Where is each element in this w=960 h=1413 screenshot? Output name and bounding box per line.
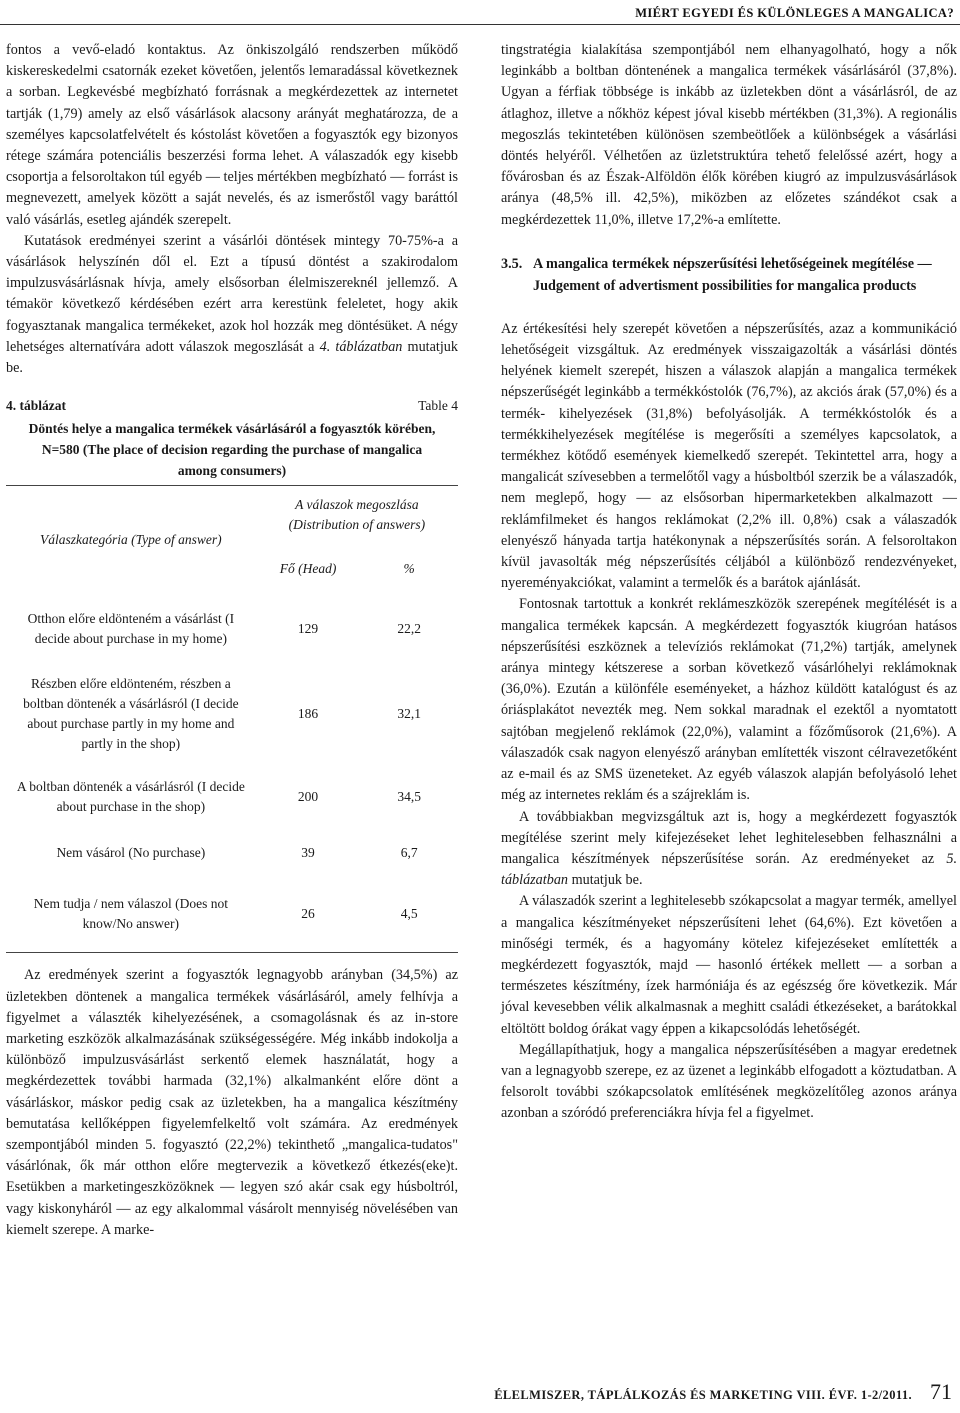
table-reference: 4. táblázatban — [319, 338, 403, 355]
row-pct: 6,7 — [400, 845, 418, 861]
row-label: Otthon előre eldönteném a vásárlást (I decide about purchase in my home) — [27, 611, 235, 647]
row-head: 26 — [301, 906, 315, 922]
col-pct-header: % — [403, 561, 415, 577]
table-reference: 5. táblázatban — [501, 850, 957, 889]
table-row — [6, 830, 458, 876]
row-head: 39 — [301, 845, 315, 861]
left-column — [6, 40, 458, 1241]
col-distribution-header: A válaszok megoszlása (Distribution of answers) — [288, 497, 426, 533]
p2-text-end: mutatjuk be. — [6, 338, 458, 377]
decision-place-table — [6, 485, 458, 953]
col-category-header: Válaszkategória (Type of answer) — [40, 532, 222, 548]
right-paragraph-5: A válaszadók szerint a leghitelesebb szókapcsolat a magyar termék, amellyel a mangalica készítményeket népszerűsíteni lehet (64,6%). Ezt követően a minőségi termék, és a hagyomány kötelez kifejezéseket említették a megkérdezett fogyasztók, majd — hasonló értékek mellett — a sorban a természetes készítmény, ízek harmóniája és az egészség őre következik. Már jóval kevesebben vélik alkalmasnak a meghitt családi étkezéseket, a barátokkal eltöltött boldog órákat vagy éppen a kikapcsolódás lehetőségét. — [501, 893, 957, 1037]
page-footer — [494, 1379, 952, 1405]
row-pct: 4,5 — [400, 906, 418, 922]
p4-text-end: mutatjuk be. — [568, 872, 643, 889]
running-head: MIÉRT EGYEDI ÉS KÜLÖNLEGES A MANGALICA? — [635, 6, 954, 20]
table-caption-line — [6, 395, 458, 416]
table-row — [6, 594, 458, 664]
right-paragraph-3: Fontosnak tartottuk a konkrét reklámeszközök szerepének megítélését is a mangalica termékek kapcsán. A megkérdezett fogyasztók kiugróan hatásos népszerűsítési eszköznek a televíziós reklámokat (71,2%) tartják, amelynek aránya mintegy kétszerese a sorban következő vásárlóhelyi reklámoknak (36,0%). Ezután a különféle eseményeket, a házhoz küldött katalógust és az óriásplakátot nevezték meg. Nem sokkal maradnak el ezektől a nyomtatott sajtóban megjelenő reklámok (22,0%), valamint a főzőműsorok (21,6%). A válaszadók csak nagyon elenyésző arányban említették viszont célravezetőként az e-mail és az SMS üzeneteket. Az egyéb válaszok alapján befolyásoló lehet még az internetes reklám és a szájreklám is. — [501, 596, 957, 804]
section-number: 3.5. — [501, 255, 523, 272]
left-paragraph-1: fontos a vevő-eladó kontaktus. Az önkiszolgáló rendszerben működő kiskereskedelmi csatornák ezeket követően, jelentős lemaradással következnek a sorban. Legkevésbé megbízható forrásnak a megkérdezettek az internetet tartják (1,79) amely az első vásárlások alacsony arányát meghatározza, de a személyes kapcsolatfelvételt és kóstolást követően a fogyasztók egy bizonyos rétege számára potenciális beszerzési forma lehet. A válaszadók egy kisebb csoportja a felsoroltakon túl egyéb — teljes mértékben megbízható — forrást is megnevezett, amelyek között a saját nevelés, és az ismerőstől vagy baráttól való vásárlás, esetleg ajándék szerepelt. — [6, 42, 458, 228]
left-paragraph-2 — [6, 231, 458, 379]
page-number: 71 — [930, 1379, 952, 1404]
row-label: Nem tudja / nem válaszol (Does not know/No answer) — [33, 896, 228, 932]
row-label: A boltban döntenék a vásárlásról (I decide about purchase in the shop) — [16, 779, 245, 815]
right-column — [501, 40, 957, 1125]
right-paragraph-4 — [501, 807, 957, 892]
table-title: Döntés helye a mangalica termékek vásárlásáról a fogyasztók körében, N=580 (The place of decision regarding the purchase of mangalica among consumers) — [28, 421, 436, 479]
right-paragraph-2: Az értékesítési hely szerepét követően a népszerűsítés, azaz a kommunikáció lehetőségeit vizsgáltuk. Az eredmények visszaigazolták a vásárlási döntés helyének kiemelt szerepét, hiszen a válaszok alapján a mangalica termékek népszerűségét leginkább a termékkóstolók (76,7%), az akciós árak (57,0%) és a termék- kihelyezések (31,8%) befolyásolják. A termékkóstolók és a termékkihelyezések megítélése is megerősíti a személyes kapcsolatok, a termékhez kötődő események kiemelkedő szerepét. Tekintettel arra, hogy a mangalicát szívesebben a termelőtől vagy a húsboltból szerzik be a válaszadók, nem meglepő, hogy — az elsősorban hipermarketekben alkalmazott — reklámfilmeket és hangos reklámokat (2,2% ill. 0,8%) csak a válaszadók elenyésző hányada tartja hatékonynak a népszerűsítés során. A felsoroltakon kívül javasolták még népszerűsítés céljából a különböző rendezvényeket, nyereményakciókat, valamint a termelők és a barátok ajánlását. — [501, 320, 957, 592]
row-head: 200 — [297, 789, 319, 805]
right-paragraph-1: tingstratégia kialakítása szempontjából nem elhanyagolható, hogy a nők leginkább a boltban döntenének a mangalica termékek vásárlásáról (37,8%). Ugyan a férfiak többsége is inkább az üzletekben dönt a vásárlásról, de az átlaghoz, illetve a nőkhöz képest jóval kisebb mértékben (31,3%). A regionális megoszlás tekintetében különösen szembeötlőek a különbségek a vásárlási döntés helyéről. Vélhetően az üzletstruktúra tehető felelőssé azért, hogy a fővárosban és az Észak-Alföldön élők körében kiugró az impulzusvásárlások aránya (48,5% ill. 42,5%), miközben az előzetes szándékot csak a megkérdezettek 11,0%, illetve 17,2%-a említette. — [501, 42, 957, 228]
left-paragraph-3: Az eredmények szerint a fogyasztók legnagyobb arányban (34,5%) az üzletekben döntenek a mangalica termékek vásárlásáról, amely felhívja a figyelmet a választék kihelyezésének, a csomagolásnak és az in-store marketing eszközök alkalmazásának szükségességére. Még inkább indokolja a különböző impulzusvásárlást serkentő elemek használatát, hogy a megkérdezettek további harmada (32,1%) alkalmanként előre dönt a vásárláskor, máskor pedig csak az üzletekben, ha a mangalica készítmény bemutatása kellőképpen figyelemfelkeltő volt számára. Az eredmények szempontjából minden 5. fogyasztó (22,2%) tekinthető „mangalica-tudatos" vásárlónak, ők már otthon előre megtervezik a következő étkezés(eke)t. Esetükben a marketingeszközöknek — legyen szó akár csak egy húsboltról, vagy kiskonyháról — az egy alkalommal vásárolt mennyiség növelésében van kiemelt szerepe. A marke- — [6, 967, 458, 1238]
right-paragraph-6: Megállapíthatjuk, hogy a mangalica népszerűsítésében a magyar eredetnek van a legnagyobb szerepe, ez az üzenet a leginkább elfogadott a köztudatban. A felsorolt további szókapcsolatok említésének megközelítőleg azonos aránya azonban a szóródó preferenciákra hívja fel a figyelmet. — [501, 1041, 957, 1122]
table-number: 4. táblázat — [6, 398, 66, 414]
row-head: 129 — [297, 621, 319, 637]
journal-name: ÉLELMISZER, TÁPLÁLKOZÁS ÉS MARKETING VIII. ÉVF. 1-2/2011. — [494, 1388, 912, 1402]
row-pct: 32,1 — [397, 706, 421, 722]
table-row — [6, 876, 458, 953]
p2-text: Kutatások eredményei szerint a vásárlói döntések mintegy 70-75%-a a vásárlások helyszínén dől el. Ezt a típusú döntést a szakirodalom impulzusvásárlásnak hívja, amely elsősorban élelmiszereknél jellemző. A témakör következő kérdésében ezért arra kerestünk feleletet, hogy akik fogyasztanak mangalica termékeket, azok hol hozzák meg döntésüket. A négy lehetséges alternatívára adott válaszok megoszlását a — [6, 232, 458, 355]
col-head-header: Fő (Head) — [279, 561, 337, 577]
header-rule — [0, 24, 960, 25]
table-number-en: Table 4 — [418, 398, 458, 414]
row-pct: 34,5 — [397, 789, 421, 805]
p4-text: A továbbiakban megvizsgáltuk azt is, hogy a megkérdezett fogyasztók megítélése szerint mely kifejezéseket lehet leghitelesebben felhasználni a mangalica készítmények népszerűsítése során. Az eredményeket az — [501, 808, 957, 867]
row-label: Részben előre eldönteném, részben a boltban döntenék a vásárlásról (I decide about purchase partly in my home and partly in the shop) — [23, 676, 239, 752]
row-pct: 22,2 — [397, 621, 421, 637]
section-title: A mangalica termékek népszerűsítési lehetőségeinek megítélése — Judgement of advertisment possibilities for mangalica products — [533, 255, 932, 294]
table-row — [6, 764, 458, 830]
row-label: Nem vásárol (No purchase) — [56, 845, 206, 861]
row-head: 186 — [297, 706, 319, 722]
table-row — [6, 664, 458, 764]
section-heading — [501, 253, 957, 297]
